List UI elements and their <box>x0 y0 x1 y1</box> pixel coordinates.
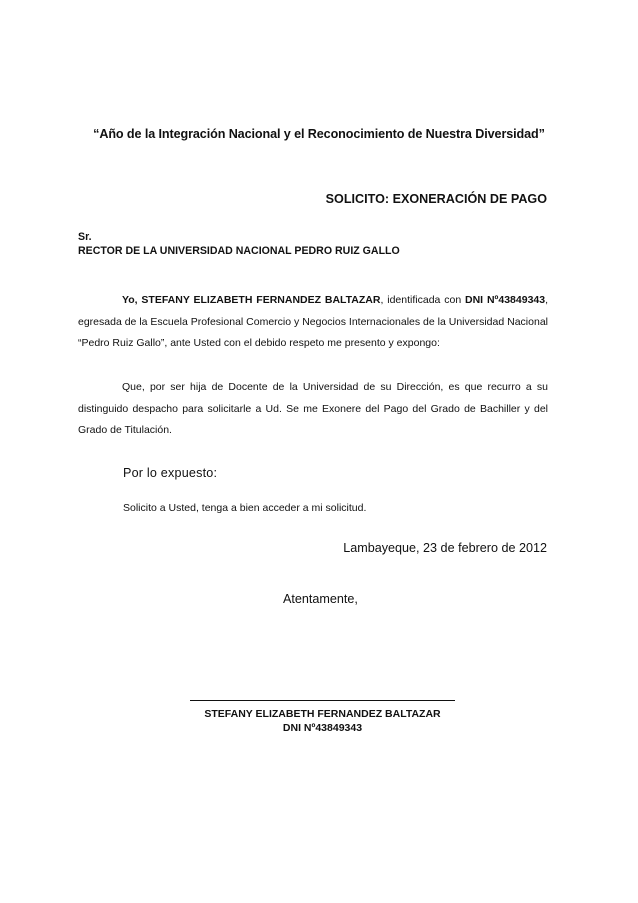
por-lo-expuesto: Por lo expuesto: <box>123 466 218 480</box>
addressee-block <box>78 230 400 258</box>
intro-mid-text: , identificada con <box>380 294 466 306</box>
signature-line <box>190 700 455 701</box>
signature-block <box>160 707 485 735</box>
closing: Atentamente, <box>283 592 358 606</box>
request-subject: SOLICITO: EXONERACIÓN DE PAGO <box>325 192 547 206</box>
place-date: Lambayeque, 23 de febrero de 2012 <box>343 541 547 555</box>
applicant-name: STEFANY ELIZABETH FERNANDEZ BALTAZAR <box>141 294 381 306</box>
recipient: RECTOR DE LA UNIVERSIDAD NACIONAL PEDRO RUIZ GALLO <box>78 245 400 257</box>
intro-text: Yo, <box>122 294 142 306</box>
body-paragraph-1 <box>78 290 548 355</box>
applicant-dni: DNI Nº43849343 <box>465 294 546 306</box>
signature-name: STEFANY ELIZABETH FERNANDEZ BALTAZAR <box>204 708 441 720</box>
body-paragraph-2: Que, por ser hija de Docente de la Universidad de su Dirección, es que recurro a su distinguido despacho para solicitarle a Ud. Se me Exonere del Pago del Grado de Bachiller y del Grado de Titulación. <box>78 381 548 436</box>
paragraph-1-rest: , egresada de la Escuela Profesional Comercio y Negocios Internacionales de la Universidad Nacional “Pedro Ruiz Gallo”, ante Usted con el debido respeto me presento y expongo: <box>78 294 549 349</box>
salutation: Sr. <box>78 231 92 243</box>
signature-dni: DNI Nº43849343 <box>282 722 363 734</box>
document-motto: “Año de la Integración Nacional y el Reconocimiento de Nuestra Diversidad” <box>93 127 545 141</box>
request-sentence: Solicito a Usted, tenga a bien acceder a mi solicitud. <box>123 502 367 514</box>
